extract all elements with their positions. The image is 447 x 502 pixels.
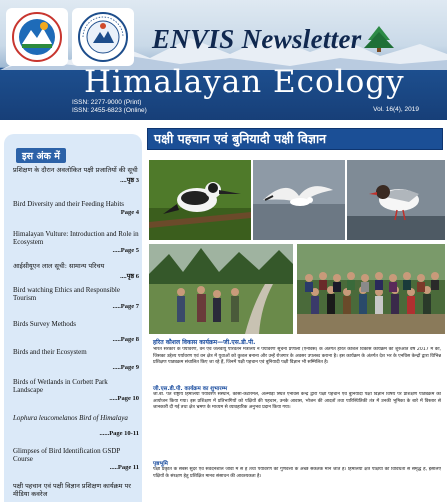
toc-item[interactable]: [13, 166, 139, 184]
toc-item[interactable]: [13, 200, 139, 216]
toc-item-page: Page 4: [120, 209, 139, 216]
toc-item-title: Birds Survey Methods: [13, 320, 76, 328]
toc-item-page: .....Page 5: [112, 247, 139, 254]
toc-item-title: Himalayan Vulture: Introduction and Role in Ecosystem: [13, 230, 139, 246]
table-of-contents: [0, 120, 145, 502]
kingfisher-photo: [149, 160, 251, 240]
group-photo: [297, 244, 445, 334]
toc-panel: [4, 134, 142, 502]
paragraph: भारत सरकार के पर्यावरण, वन एवं जलवायु परिवर्तन मंत्रालय ने पर्यावरण सूचना प्रणाली (एनविस) के अंतर्गत हरित कौशल विकास कार्यक्रम की शुरुआत वर्ष 2017 में की, जिसका उद्देश्य पर्यावरण एवं वन क्षेत्र में युवाओं को कुशल बनाना और उन्हें रोजगार के अवसर उपलब्ध कराना है। इस कार्यक्रम के अंतर्गत देश भर के एनविस केन्द्रों द्वारा विभिन्न प्रशिक्षण पाठ्यक्रम संचालित किए जा रहे हैं, जिनमें पक्षी पहचान एवं बुनियादी पक्षी विज्ञान भी सम्मिलित है।: [153, 347, 441, 366]
toc-item-title: Bird watching Ethics and Responsible Tourism: [13, 286, 120, 302]
toc-item-page: ....पृष्ठ 6: [120, 273, 139, 280]
volume-label: Vol. 16(4), 2019: [373, 106, 419, 113]
toc-item-page: ....पृष्ठ 3: [120, 177, 139, 184]
issn-print: ISSN: 2277-9000 (Print): [72, 99, 142, 106]
field-visit-photo: [149, 244, 293, 334]
toc-item[interactable]: [13, 482, 139, 498]
toc-item-page: .....Page 11: [109, 464, 139, 471]
paragraph: जी.बी. पंत राष्ट्रीय हिमालयी पर्यावरण संस्थान, कोसी-कटारमल, अल्मोड़ा स्थित एनविस केन्द्र द्वारा पक्षी पहचान एवं बुनियादी पक्षी विज्ञान विषय पर प्रशिक्षण पाठ्यक्रम का आयोजन किया गया। इस प्रशिक्षण में प्रतिभागियों को पक्षियों की पहचान, उनके आवास, भोजन की आदतों तथा पारिस्थितिकी तंत्र में उनकी भूमिका के बारे में विस्तार से जानकारी दी गई तथा क्षेत्र भ्रमण के माध्यम से व्यावहारिक अनुभव प्रदान किया गया।: [153, 392, 441, 411]
toc-item-page: .....Page 7: [112, 303, 139, 310]
toc-item[interactable]: [13, 378, 139, 402]
paragraph: पक्षी प्रकृति के सबसे सुंदर एवं संवेदनशील जीवों में से हैं तथा पर्यावरण की गुणवत्ता के अच्छे संकेतक माने जाते हैं। हिमालयी क्षेत्र पक्षियों की विविधता से समृद्ध है, इसलिए पक्षियों के संरक्षण हेतु प्रशिक्षित मानव संसाधन की आवश्यकता है।: [153, 467, 441, 479]
article-title: पक्षी पहचान एवं बुनियादी पक्षी विज्ञान: [147, 128, 443, 150]
toc-item-title: Bird Diversity and their Feeding Habits: [13, 200, 125, 208]
issn-block: [72, 99, 147, 115]
toc-item-title: आईसीयूएन लाल सूची: सामान्य परिचय: [13, 262, 105, 270]
masthead: [0, 0, 447, 120]
toc-item[interactable]: [13, 262, 139, 280]
toc-item[interactable]: [13, 286, 139, 310]
mountain-emblem-logo: [6, 8, 68, 66]
publication-title: Himalayan Ecology: [84, 64, 405, 100]
toc-item-title: प्रशिक्षण के दौरान अवलोकित पक्षी प्रजातियों की सूची: [13, 166, 138, 174]
subheading: जी.एस.डी.पी. कार्यक्रम का शुभारम्भ: [153, 386, 228, 392]
toc-item[interactable]: [13, 447, 139, 471]
toc-item-page: .....Page 8: [112, 336, 139, 343]
envis-tree-logo-icon: [362, 24, 396, 52]
newsletter-title: ENVIS Newsletter: [152, 24, 362, 54]
toc-item-page: .....Page 10: [109, 395, 139, 402]
toc-item-title: पक्षी पहचान एवं पक्षी विज्ञान प्रशिक्षण कार्यक्रम पर मीडिया कवरेज: [13, 482, 131, 498]
toc-item[interactable]: [13, 414, 139, 437]
toc-item[interactable]: [13, 348, 139, 371]
subheading: पृष्ठभूमि: [153, 461, 168, 467]
toc-item-page: ......Page 10-11: [99, 430, 139, 437]
institute-emblem-logo: [72, 8, 134, 66]
toc-item-title: Birds and their Ecosystem: [13, 348, 87, 356]
section-heading: हरित कौशल विकास कार्यक्रम—जी.एस.डी.पी.: [153, 339, 256, 346]
toc-item-title: Lophura leucomelanos Bird of Himalaya: [13, 414, 128, 422]
toc-item[interactable]: [13, 230, 139, 254]
gull-perched-photo: [347, 160, 445, 240]
toc-item-title: Birds of Wetlands in Corbett Park Landscape: [13, 378, 108, 394]
gull-in-flight-photo: [253, 160, 345, 240]
toc-heading: इस अंक में: [16, 148, 66, 163]
toc-item-page: .....Page 9: [112, 364, 139, 371]
article: [147, 126, 447, 502]
toc-item[interactable]: [13, 320, 139, 343]
issn-online: ISSN: 2455-6823 (Online): [72, 107, 147, 114]
toc-item-title: Glimpses of Bird Identification GSDP Course: [13, 447, 121, 463]
